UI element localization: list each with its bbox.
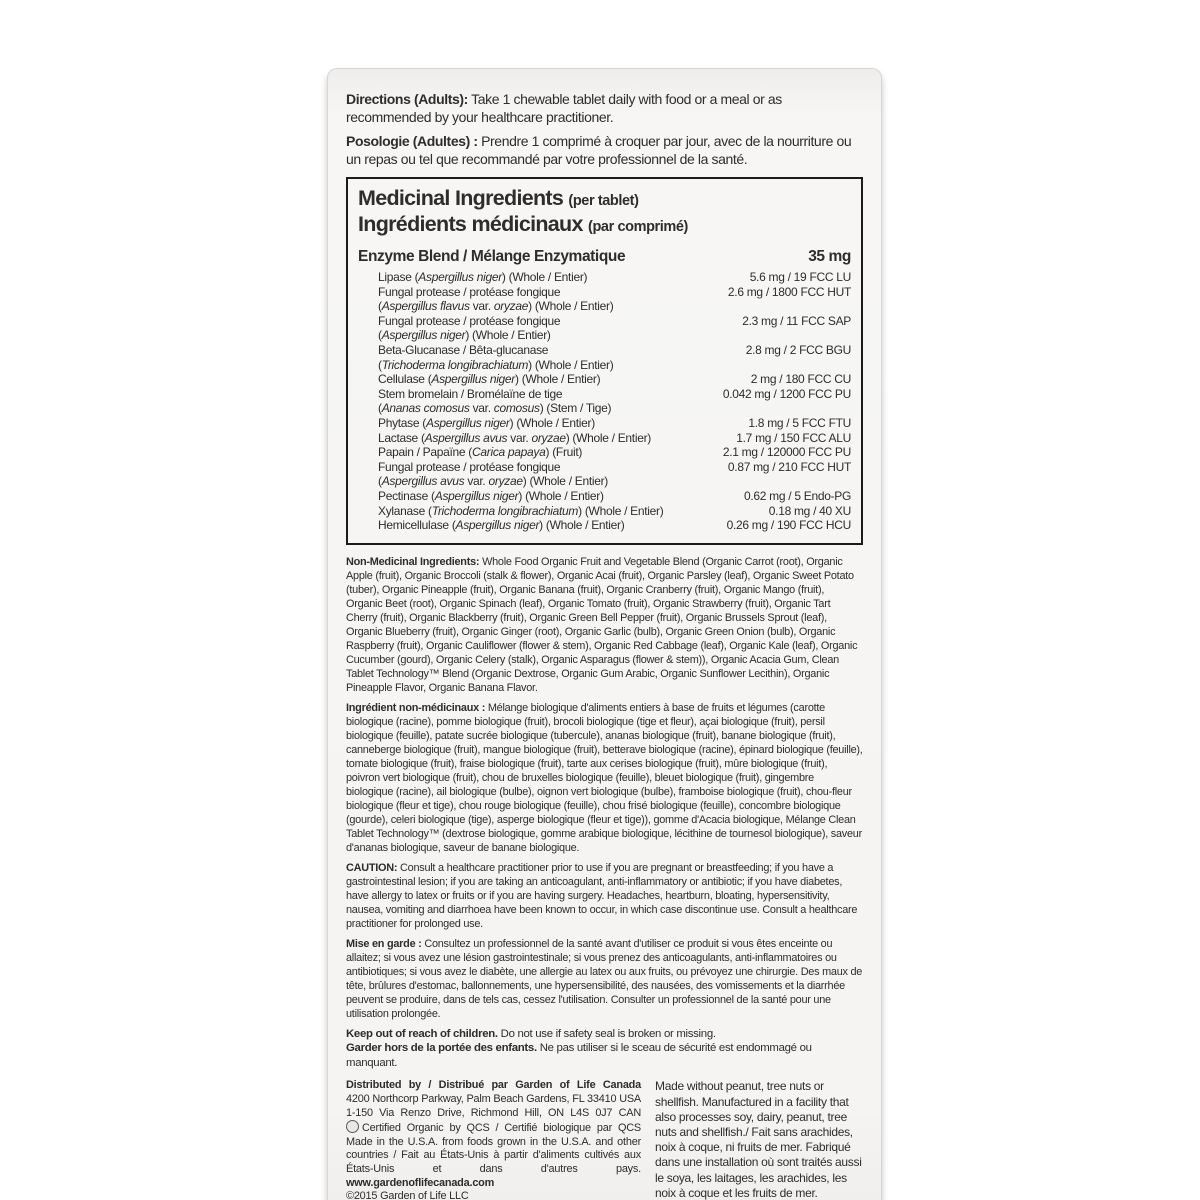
keep-children-en-label: Keep out of reach of children. (346, 1027, 498, 1040)
medicinal-row-amount: 1.8 mg / 5 FCC FTU (748, 415, 851, 430)
medicinal-row-name: Fungal protease / protéase fongique (Aspergillus flavus var. oryzae) (Whole / Entier) (378, 284, 614, 314)
medicinal-title-en-sub: (per tablet) (568, 193, 639, 209)
caution-fr-label: Mise en garde : (346, 937, 422, 950)
medicinal-row-amount: 2.3 mg / 11 FCC SAP (742, 313, 851, 328)
medicinal-row-amount: 0.26 mg / 190 FCC HCU (726, 518, 851, 533)
medicinal-row-name: Fungal protease / protéase fongique (Aspergillus avus var. oryzae) (Whole / Entier) (378, 459, 609, 489)
non-medicinal-fr (346, 701, 863, 855)
medicinal-row (378, 314, 851, 343)
footer-distribution-block (346, 1079, 641, 1200)
medicinal-row-name: Fungal protease / protéase fongique (Aspergillus niger) (Whole / Entier) (378, 313, 561, 343)
medicinal-row (378, 285, 851, 314)
non-medicinal-fr-label: Ingrédient non-médicinaux : (346, 701, 486, 714)
keep-children-fr-label: Garder hors de la portée des enfants. (346, 1042, 537, 1055)
website-text: www.gardenoflifecanada.com (346, 1176, 495, 1189)
keep-children-fr (346, 1041, 863, 1070)
medicinal-row-amount: 2.8 mg / 2 FCC BGU (745, 342, 851, 357)
non-medicinal-fr-text: Mélange biologique d'aliments entiers à base de fruits et légumes (carotte biologique (racine), pomme biologique (fruit), brocoli biologique (tige et fleur), açai biologique (fruit), persil biologique (feuille), patate sucrée biologique (tubercule), ananas biologique (fruit), banane biologique (fruit), canneberge biologique (fruit), mangue biologique (fruit), betterave biologique (racine), épinard biologique (feuille), tomate biologique (fruit), fraise biologique (fruit), tarte aux cerises biologique (fruit), mûre biologique (fruit), poivron vert biologique (fruit), chou de bruxelles biologique (feuille), bleuet biologique (fruit), gingembre biologique (racine), ail biologique (bulbe), oignon vert biologique (bulbe), framboise biologique (fruit), chou-fleur biologique (fleur et tige), chou rouge biologique (feuille), chou frisé biologique (feuille), concombre biologique (gourde), celeri biologique (tige), asperge biologique (fleur et tige)), gomme d'Acacia biologique, Mélange Clean Tablet Technology™ (dextrose biologique, gomme arabique biologique, lécithine de tournesol biologique), saveur d'ananas biologique, saveur de banane biologique. (346, 701, 863, 854)
medicinal-row (378, 416, 851, 431)
keep-children-fr-text: Ne pas utiliser si le sceau de sécurité est endommagé ou manquant. (346, 1042, 812, 1069)
medicinal-row (378, 372, 851, 387)
caution-fr (346, 937, 863, 1021)
non-medicinal-en-label: Non-Medicinal Ingredients: (346, 555, 480, 568)
medicinal-row (378, 504, 851, 519)
medicinal-row-amount: 1.7 mg / 150 FCC ALU (736, 430, 851, 445)
medicinal-title-en (358, 187, 851, 213)
caution-en (346, 861, 863, 931)
medicinal-row (378, 489, 851, 504)
medicinal-row (378, 460, 851, 489)
medicinal-row-name: Stem bromelain / Bromélaïne de tige (Ananas comosus var. comosus) (Stem / Tige) (378, 386, 612, 416)
medicinal-title-fr-sub: (par comprimé) (588, 219, 688, 235)
medicinal-row-amount: 5.6 mg / 19 FCC LU (749, 270, 851, 284)
medicinal-row (378, 270, 851, 285)
caution-en-text: Consult a healthcare practitioner prior to use if you are pregnant or breastfeeding; if you have a gastrointestinal lesion; if you are taking an anticoagulant, anti-inflammatory or antibiotic; if you have diabetes, have allergy to latex or fruits or if you are having surgery. Headaches, heartburn, bloating, hypersensitivity, nausea, vomiting and diarrhoea have been known to occur, in which case discontinue use. Consult a healthcare practitioner for prolonged use. (346, 861, 858, 930)
distributed-by-line (346, 1079, 641, 1093)
medicinal-row-amount: 0.042 mg / 1200 FCC PU (722, 386, 851, 401)
medicinal-row (378, 431, 851, 446)
directions-en-text: Take 1 chewable tablet daily with food or a meal or as recommended by your healthcare practitioner. (346, 91, 782, 125)
medicinal-row-name: Phytase (Aspergillus niger) (Whole / Entier) (378, 415, 595, 430)
medicinal-row (378, 445, 851, 460)
qcs-organic-seal-icon (346, 1120, 359, 1133)
certified-organic-text: Certified Organic by QCS / Certifié biologique par QCS (362, 1122, 641, 1135)
made-in-line (346, 1136, 641, 1190)
medicinal-row-name: Cellulase (Aspergillus niger) (Whole / Entier) (378, 372, 601, 387)
keep-children-en (346, 1027, 863, 1042)
medicinal-row-amount: 2.6 mg / 1800 FCC HUT (727, 284, 851, 299)
label-panel (327, 68, 882, 1200)
footer (346, 1079, 863, 1200)
medicinal-row-name: Lactase (Aspergillus avus var. oryzae) (Whole / Entier) (378, 430, 651, 445)
medicinal-row-name: Hemicellulase (Aspergillus niger) (Whole / Entier) (378, 518, 625, 533)
made-in-text: Made in the U.S.A. from foods grown in the U.S.A. and other countries / Fait au États-Unis à partir d'aliments cultivés aux États-Unis et dans d'autres pays. (346, 1135, 641, 1176)
allergen-statement: Made without peanut, tree nuts or shellfish. Manufactured in a facility that also processes soy, dairy, peanut, tree nuts and shellfish./ Fait sans arachides, noix à coque, ni fruits de mer. Fabriqué dans une installation où sont traités aussi le soya, les laitages, les arachides, les noix à coque et les fruits de mer. (655, 1079, 862, 1200)
address-line-2: 1-150 Via Renzo Drive, Richmond Hill, ON L4S 0J7 CAN (346, 1106, 641, 1119)
medicinal-row (378, 387, 851, 416)
medicinal-row-name: Lipase (Aspergillus niger) (Whole / Entier) (378, 270, 588, 284)
medicinal-row-amount: 0.18 mg / 40 XU (768, 503, 851, 518)
medicinal-row (378, 343, 851, 372)
medicinal-row-amount: 0.62 mg / 5 Endo-PG (743, 488, 851, 503)
directions-fr-label: Posologie (Adultes) : (346, 133, 478, 149)
medicinal-row-name: Papain / Papaïne (Carica papaya) (Fruit) (378, 445, 583, 460)
directions-fr-text: Prendre 1 comprimé à croquer par jour, avec de la nourriture ou un repas ou tel que recommandé par votre professionnel de la santé. (346, 133, 852, 167)
medicinal-title-fr-main: Ingrédients médicinaux (358, 212, 583, 236)
medicinal-row-amount: 2 mg / 180 FCC CU (750, 372, 851, 387)
medicinal-row-amount: 0.87 mg / 210 FCC HUT (727, 459, 851, 474)
copyright-line: ©2015 Garden of Life LLC (346, 1190, 469, 1200)
caution-en-label: CAUTION: (346, 861, 398, 874)
address-line-1: 4200 Northcorp Parkway, Palm Beach Gardens, FL 33410 USA (346, 1093, 641, 1106)
caution-fr-text: Consultez un professionnel de la santé avant d'utiliser ce produit si vous êtes enceinte ou allaitez; si vous avez une lésion gastrointestinale; si vous prenez des anticoagulants, anti-inflammatoires ou antibiotiques; si vous avez le diabète, une allergie au latex ou aux fruits, ou prévoyez une chirurgie. Des maux de tête, brûlures d'estomac, ballonnements, une hypersensibilité, des nausées, des vomissements et la diarrhée peuvent se produire, dans de tels cas, cessez l'utilisation. Consulter un professionnel de la santé pour une utilisation prolongée. (346, 937, 863, 1020)
keep-children-en-text: Do not use if safety seal is broken or missing. (500, 1027, 716, 1040)
directions-en-label: Directions (Adults): (346, 91, 468, 107)
medicinal-row-amount: 2.1 mg / 120000 FCC PU (722, 445, 851, 460)
medicinal-row (378, 518, 851, 533)
enzyme-rows (378, 270, 851, 533)
medicinal-title-fr (358, 213, 851, 239)
enzyme-blend-amount: 35 mg (808, 248, 851, 265)
medicinal-row-name: Pectinase (Aspergillus niger) (Whole / Entier) (378, 488, 604, 503)
enzyme-blend-name: Enzyme Blend / Mélange Enzymatique (358, 248, 626, 265)
distributed-by-label: Distributed by / Distribué par Garden of Life Canada (346, 1079, 641, 1092)
non-medicinal-en (346, 555, 863, 695)
medicinal-title-en-main: Medicinal Ingredients (358, 186, 564, 210)
certified-organic-line (346, 1120, 641, 1136)
medicinal-row-name: Xylanase (Trichoderma longibrachiatum) (Whole / Entier) (378, 503, 664, 518)
medicinal-ingredients-table (346, 177, 863, 545)
enzyme-blend-row (358, 248, 851, 266)
directions-en (346, 91, 863, 126)
medicinal-row-name: Beta-Glucanase / Bêta-glucanase (Trichoderma longibrachiatum) (Whole / Entier) (378, 342, 614, 372)
non-medicinal-en-text: Whole Food Organic Fruit and Vegetable Blend (Organic Carrot (root), Organic Apple (fruit), Organic Broccoli (stalk & flower), Organic Acai (fruit), Organic Parsley (leaf), Organic Sweet Potato (tuber), Organic Pineapple (fruit), Organic Banana (fruit), Organic Cranberry (fruit), Organic Mango (fruit), Organic Beet (root), Organic Spinach (leaf), Organic Tomato (fruit), Organic Strawberry (fruit), Organic Tart Cherry (fruit), Organic Blackberry (fruit), Organic Green Bell Pepper (fruit), Organic Brussels Sprout (leaf), Organic Blueberry (fruit), Organic Ginger (root), Organic Garlic (bulb), Organic Green Onion (bulb), Organic Raspberry (fruit), Organic Cauliflower (flower & stem), Organic Red Cabbage (leaf), Organic Kale (leaf), Organic Cucumber (gourd), Organic Celery (stalk), Organic Asparagus (flower & stem)), Organic Acacia Gum, Clean Tablet Technology™ Blend (Organic Dextrose, Organic Gum Arabic, Organic Sunflower Lecithin), Organic Pineapple Flavor, Organic Banana Flavor. (346, 555, 858, 694)
directions-fr (346, 133, 863, 168)
